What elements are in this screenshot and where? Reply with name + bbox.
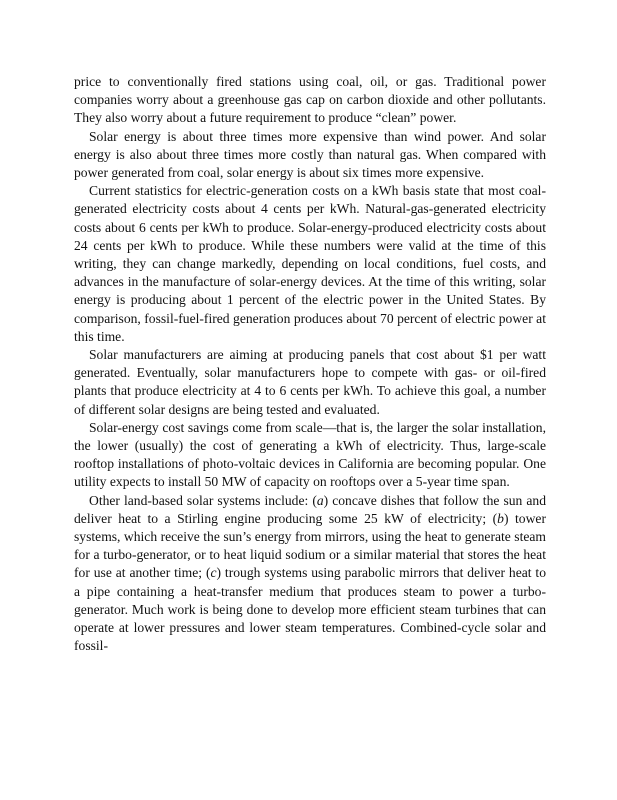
text-run: ) trough systems using parabolic mirrors that deliver heat to a pipe containing a heat-transfer medium that produces steam to power a turbo-generator. Much work is being done to develop more efficient steam turbines that can operate at lower pressures and lower steam temperatures. Combined-cycle solar and fossil- <box>74 565 546 654</box>
paragraph-land-based-systems <box>74 492 546 656</box>
text-run: ) concave dishes that follow the sun and deliver heat to a Stirling engine producing some 25 kW of electricity; ( <box>74 492 546 526</box>
paragraph-scale-savings: Solar-energy cost savings come from scale—that is, the larger the solar installation, the lower (usually) the cost of generating a kWh of electricity. Thus, large-scale rooftop installations of photo-voltaic devices in California are becoming popular. One utility expects to install 50 MW of capacity on rooftops over a 5-year time span. <box>74 419 546 490</box>
paragraph-generation-statistics: Current statistics for electric-generation costs on a kWh basis state that most coal-generated electricity costs about 4 cents per kWh. Natural-gas-generated electricity costs about 6 cents per kWh to produce. Solar-energy-produced electricity costs about 24 cents per kWh to produce. While these numbers were valid at the time of this writing, they can change markedly, depending on local conditions, fuel costs, and advances in the manufacture of solar-energy devices. At the time of this writing, solar energy is producing about 1 percent of the electric power in the United States. By comparison, fossil-fuel-fired generation produces about 70 percent of electric power at this time. <box>74 183 546 344</box>
list-marker-c: c <box>210 565 217 581</box>
list-marker-b: b <box>497 510 504 526</box>
paragraph-cost-comparison: Solar energy is about three times more expensive than wind power. And solar energy is also about three times more costly than natural gas. When compared with power generated from coal, solar energy is about six times more expensive. <box>74 128 546 181</box>
list-marker-a: a <box>316 492 324 508</box>
paragraph-panel-cost-goal: Solar manufacturers are aiming at producing panels that cost about $1 per watt generated. Eventually, solar manufacturers hope to compete with gas- or oil-fired plants that produce electricity at 4 to 6 cents per kWh. To achieve this goal, a number of different solar designs are being tested and evaluated. <box>74 347 546 417</box>
paragraph-continuation: price to conventionally fired stations using coal, oil, or gas. Traditional power companies worry about a greenhouse gas cap on carbon dioxide and other pollutants. They also worry about a future requirement to produce “clean” power. <box>74 74 546 126</box>
document-page <box>74 73 546 656</box>
text-run: Other land-based solar systems include: ( <box>89 492 317 508</box>
text-run: ) tower systems, which receive the sun’s energy from mirrors, using the heat to generate steam for a turbo-generator, or to heat liquid sodium or a similar material that stores the heat for use at another time; ( <box>74 510 546 581</box>
